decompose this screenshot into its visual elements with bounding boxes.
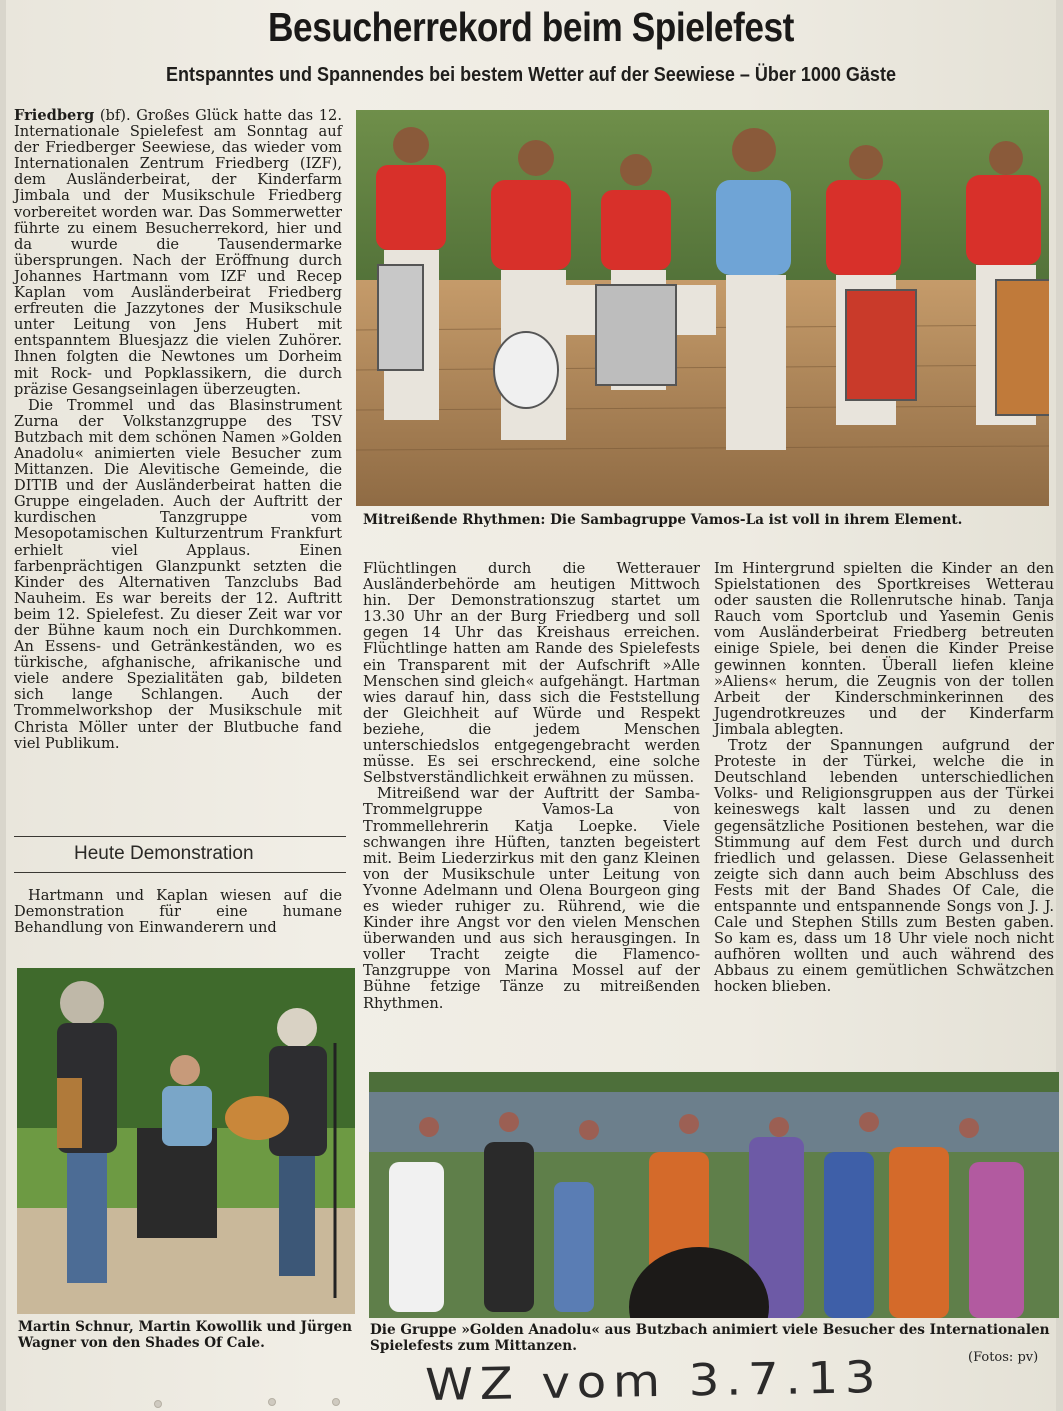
photo-band-shades-of-cale: [17, 968, 355, 1314]
section-rule-top: [14, 836, 346, 837]
punch-hole: [154, 1400, 162, 1408]
caption-samba: Mitreißende Rhythmen: Die Sambagruppe Vamos-La ist voll in ihrem Element.: [363, 512, 963, 528]
handwritten-date-note: WZ vom 3.7.13: [424, 1352, 883, 1411]
anadolu-photo-illustration: [369, 1072, 1059, 1318]
punch-hole: [268, 1398, 276, 1406]
photo-golden-anadolu: [369, 1072, 1059, 1318]
samba-photo-illustration: [356, 110, 1049, 506]
section-title: Heute Demonstration: [74, 843, 254, 864]
article-column-3: [714, 561, 1054, 996]
article-subheadline: Entspanntes und Spannendes bei bestem Wetter auf der Seewiese – Über 1000 Gäste: [166, 64, 896, 86]
section-rule-bottom: [14, 872, 346, 873]
caption-anadolu: Die Gruppe »Golden Anadolu« aus Butzbach animiert viele Besucher des Internationalen Spielefests zum Mittanzen.: [370, 1322, 1050, 1354]
paragraph: Die Trommel und das Blasinstrument Zurna der Volkstanzgruppe des TSV Butzbach mit dem schönen Namen »Golden Anadolu« animierten viele Besucher zum Mittanzen. Die Alevitische Gemeinde, die DITIB und der Ausländerbeirat hatten die Gruppe eingeladen. Auch der Auftritt der kurdischen Tanzgruppe vom Mesopotamischen Kulturzentrum Frankfurt erhielt viel Applaus. Einen farbenprächtigen Glanzpunkt setzten die Kinder des Alternativen Tanzclubs Bad Nauheim. Es war bereits der 12. Auftritt beim 12. Spielefest. Zu dieser Zeit war vor der Bühne kaum noch ein Durchkommen. An Essens- und Getränkeständen, wo es türkische, afghanische, afrikanische und viele andere Spezialitäten gab, bildeten sich lange Schlangen. Auch der Trommelworkshop der Musikschule mit Christa Möller unter der Blutbuche fand viel Publikum.: [14, 396, 342, 752]
band-photo-illustration: [17, 968, 355, 1314]
newspaper-page: [6, 0, 1056, 1411]
article-headline: Besucherrekord beim Spielefest: [267, 4, 794, 50]
paragraph: Mitreißend war der Auftritt der Samba-Trommelgruppe Vamos-La von Trommellehrerin Katja Loepke. Viele schwangen ihre Hüften, tanzten begeistert mit. Beim Liederzirkus mit den ganz Kleinen von der Musikschule unter Leitung von Yvonne Adelmann und Olena Bourgeon ging es wieder ruhiger zu. Rührend, wie die Kinder ihre Angst vor den vielen Menschen überwanden und aus sich herausgingen. In voller Tracht zeigte die Flamenco-Tanzgruppe von Marina Mossel auf der Bühne fetzige Tänze zu mitreißenden Rhythmen.: [363, 785, 700, 1012]
punch-hole: [332, 1398, 340, 1406]
paragraph: Hartmann und Kaplan wiesen auf die Demonstration für eine humane Behandlung von Einwanderern und: [14, 887, 342, 937]
article-column-1: [14, 108, 342, 752]
photo-credit: (Fotos: pv): [968, 1350, 1039, 1365]
caption-band: Martin Schnur, Martin Kowollik und Jürgen Wagner von den Shades Of Cale.: [18, 1319, 353, 1351]
photo-samba-group: [356, 110, 1049, 506]
paragraph: Flüchtlingen durch die Wetterauer Ausländerbehörde am heutigen Mittwoch hin. Der Demonstrationszug startet um 13.30 Uhr an der Burg Friedberg und soll gegen 14 Uhr das Kreishaus erreichen. Flüchtlinge hatten am Rande des Spielefests ein Transparent mit der Aufschrift »Alle Menschen sind gleich« aufgehängt. Hartman wies darauf hin, dass sich die Feststellung der Gleichheit auf Würde und Respekt beziehe, die jedem Menschen unterschiedslos entgegengebracht werden müsse. Es sei erschreckend, eine solche Selbstverständlichkeit erwähnen zu müssen.: [363, 560, 700, 787]
paragraph: Trotz der Spannungen aufgrund der Proteste in der Türkei, welche die in Deutschland lebenden unterschiedlichen Volks- und Religionsgruppen aus der Türkei keineswegs kalt lassen und zu denen gegensätzliche Positionen bestehen, war die Stimmung auf dem Fest durch und durch friedlich und gelassen. Diese Gelassenheit zeigte sich dann auch beim Abschluss des Fests mit der Band Shades Of Cale, die entspannte und entspannende Songs von J. J. Cale und Stephen Stills zum Besten gaben. So kam es, dass um 18 Uhr viele noch nicht aufhören wollten und auch während des Abbaus zu einem gemütlichen Schwätzchen hocken blieben.: [714, 737, 1054, 996]
article-column-2: [363, 561, 700, 1012]
dateline: Friedberg: [14, 107, 95, 124]
paragraph: Friedberg (bf). Großes Glück hatte das 12. Internationale Spielefest am Sonntag auf der Friedberger Seewiese, das wieder vom Internationalen Zentrum Friedberg (IZF), dem Ausländerbeirat, der Kinderfarm Jimbala und der Musikschule Friedberg vorbereitet worden war. Das Sommerwetter führte zu einem Besucherrekord, hier und da wurde die Tausendermarke übersprungen. Nach der Eröffnung durch Johannes Hartmann vom IZF und Recep Kaplan vom Ausländerbeirat Friedberg erfreuten die Jazzytones der Musikschule unter Leitung von Jens Hubert mit entspanntem Bluesjazz die vielen Zuhörer. Ihnen folgten die Newtones um Dorheim mit Rock- und Popklassikern, die durch präzise Gesangseinlagen überzeugten.: [14, 107, 342, 398]
paragraph: Im Hintergrund spielten die Kinder an den Spielstationen des Sportkreises Wetterau oder sausten die Rollenrutsche hinab. Tanja Rauch vom Sportclub und Yasemin Genis vom Ausländerbeirat Friedberg betreuten einige Spiele, bei denen die Kinder Preise gewinnen konnten. Überall liefen kleine »Aliens« herum, die Zeugnis von der tollen Arbeit der Kinderschminkerinnen des Jugendrotkreuzes und der Kinderfarm Jimbala ablegten.: [714, 560, 1054, 738]
column-1-continuation: [14, 888, 342, 936]
